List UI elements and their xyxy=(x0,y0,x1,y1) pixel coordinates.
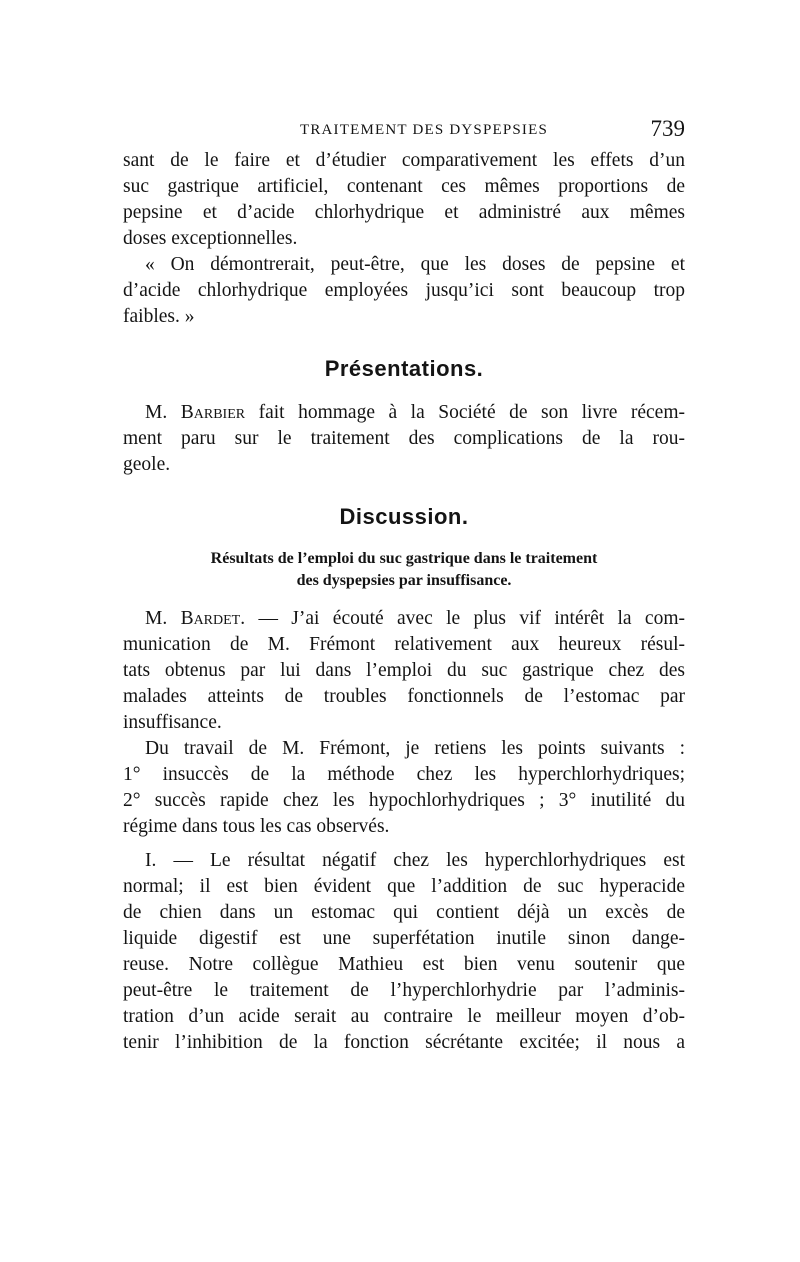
subheading-line: des dyspepsies par insuffisance. xyxy=(296,572,512,589)
text-line: sant de le faire et d’étudier comparativement les effets d’un xyxy=(123,150,685,171)
discussion-subheading xyxy=(123,548,685,592)
paragraph-gap xyxy=(123,840,685,848)
text-line xyxy=(123,606,685,632)
text-line: normal; il est bien évident que l’addition de suc hyperacide xyxy=(123,876,685,897)
text-line: doses exceptionnelles. xyxy=(123,228,298,249)
text-line: tenir l’inhibition de la fonction sécrétante excitée; il nous a xyxy=(123,1032,685,1053)
text-line: ment paru sur le traitement des complications de la rou- xyxy=(123,428,685,449)
paragraph-continuation xyxy=(123,148,685,252)
text-line: tration d’un acide serait au contraire le meilleur moyen d’ob- xyxy=(123,1006,685,1027)
subheading-line: Résultats de l’emploi du suc gastrique dans le traitement xyxy=(210,550,598,567)
speaker-name: Bardet xyxy=(180,608,241,629)
paragraph-quote xyxy=(123,252,685,330)
page-number: 739 xyxy=(650,116,685,141)
text-line: de chien dans un estomac qui contient déjà un excès de xyxy=(123,902,685,923)
book-page xyxy=(123,112,685,1056)
text-line: tats obtenus par lui dans l’emploi du suc gastrique chez des xyxy=(123,660,685,681)
paragraph-point-one xyxy=(123,848,685,1056)
speaker-prefix: M. xyxy=(145,608,181,629)
text-line: d’acide chlorhydrique employées jusqu’ici sont beaucoup trop xyxy=(123,280,685,301)
text-line: geole. xyxy=(123,454,171,475)
text-line: pepsine et d’acide chlorhydrique et administré aux mêmes xyxy=(123,202,685,223)
text-line: malades atteints de troubles fonctionnels de l’estomac par xyxy=(123,686,685,707)
text-line: faibles. » xyxy=(123,306,195,327)
text-line xyxy=(123,400,685,426)
speaker-prefix: M. xyxy=(145,402,181,423)
text-fragment: fait hommage à la Société de son livre récem- xyxy=(245,402,686,423)
paragraph-barbier xyxy=(123,400,685,478)
text-line: reuse. Notre collègue Mathieu est bien venu soutenir que xyxy=(123,954,685,975)
text-fragment: . — J’ai écouté avec le plus vif intérêt la com- xyxy=(240,608,685,629)
text-line: peut-être le traitement de l’hyperchlorhydrie par l’adminis- xyxy=(123,980,685,1001)
text-line: I. — Le résultat négatif chez les hyperchlorhydriques est xyxy=(145,850,685,871)
text-line: liquide digestif est une superfétation inutile sinon dange- xyxy=(123,928,685,949)
text-line: insuffisance. xyxy=(123,712,222,733)
text-line: 1° insuccès de la méthode chez les hyperchlorhydriques; xyxy=(123,764,685,785)
speaker-name: Barbier xyxy=(180,402,246,423)
running-header xyxy=(123,112,685,148)
section-heading-presentations: Présentations. xyxy=(324,356,484,381)
text-line: 2° succès rapide chez les hypochlorhydriques ; 3° inutilité du xyxy=(123,790,685,811)
text-line: munication de M. Frémont relativement aux heureux résul- xyxy=(123,634,685,655)
text-line: suc gastrique artificiel, contenant ces mêmes proportions de xyxy=(123,176,685,197)
paragraph-points xyxy=(123,736,685,840)
text-line: régime dans tous les cas observés. xyxy=(123,816,390,837)
paragraph-bardet xyxy=(123,606,685,736)
running-title: TRAITEMENT DES DYSPEPSIES xyxy=(299,122,549,138)
section-heading-discussion: Discussion. xyxy=(339,504,469,529)
text-line: Du travail de M. Frémont, je retiens les points suivants : xyxy=(145,738,685,759)
text-line: « On démontrerait, peut-être, que les doses de pepsine et xyxy=(145,254,685,275)
